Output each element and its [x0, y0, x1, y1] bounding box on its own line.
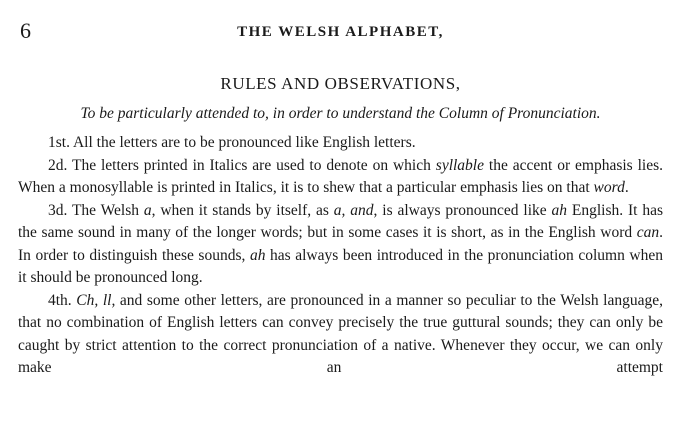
rule-3-italic-ah-2: ah	[249, 246, 266, 264]
rule-3-italic-a-and: a, and	[333, 201, 374, 219]
rule-1-paragraph	[18, 132, 663, 155]
rule-4-text-b: and some other letters, are pronounced in a manner so peculiar to the Welsh language, that no combination of English letters can convey precisely the true guttural sounds; they can only be caught by strict attention to the correct pronunciation of a native. Whenever they occur, we can only make an attempt	[18, 291, 663, 376]
rule-3-text-c: , is always pronounced like	[373, 201, 552, 219]
rule-4-text-a: 4th.	[48, 291, 77, 309]
page-header	[18, 18, 663, 46]
rule-4-paragraph	[18, 290, 663, 380]
rule-2-text-c: .	[624, 179, 629, 196]
rule-3-italic-a: a	[143, 201, 152, 219]
body-text	[18, 132, 663, 380]
rule-3-italic-ah: ah	[551, 201, 568, 219]
rule-3-text-b: , when it stands by itself, as	[151, 201, 334, 219]
rule-3-text-e: . In order to distinguish these sounds,	[18, 224, 663, 264]
rule-2-paragraph	[18, 155, 663, 200]
page-number: 6	[20, 18, 31, 43]
rule-3-paragraph	[18, 200, 663, 290]
rule-2-italic-word: word	[593, 179, 625, 196]
rule-2-italic-syllable: syllable	[435, 156, 484, 174]
rule-4-italic-ch-ll: Ch, ll,	[76, 291, 116, 309]
running-head: THE WELSH ALPHABET,	[237, 24, 444, 40]
rule-3-italic-can: can	[636, 224, 660, 241]
rule-2-text-a: 2d. The letters printed in Italics are used to denote on which	[48, 156, 436, 174]
section-subtitle: To be particularly attended to, in order to understand the Column of Pronunciation.	[80, 105, 601, 122]
section-title: RULES AND OBSERVATIONS,	[220, 74, 461, 93]
rule-2-text-b: the accent or emphasis lies. When a monosyllable is printed in Italics, it is to shew that a particular emphasis lies on that	[18, 156, 664, 196]
rule-3-text-f: has always been introduced in the pronunciation column when it should be pronounced long.	[18, 246, 663, 286]
rule-1-text: 1st. All the letters are to be pronounced like English letters.	[48, 134, 416, 151]
rule-3-text-d: English. It has the same sound in many of the longer words; but in some cases it is short, as in the English word	[18, 201, 663, 241]
rule-3-text-a: 3d. The Welsh	[48, 201, 144, 219]
